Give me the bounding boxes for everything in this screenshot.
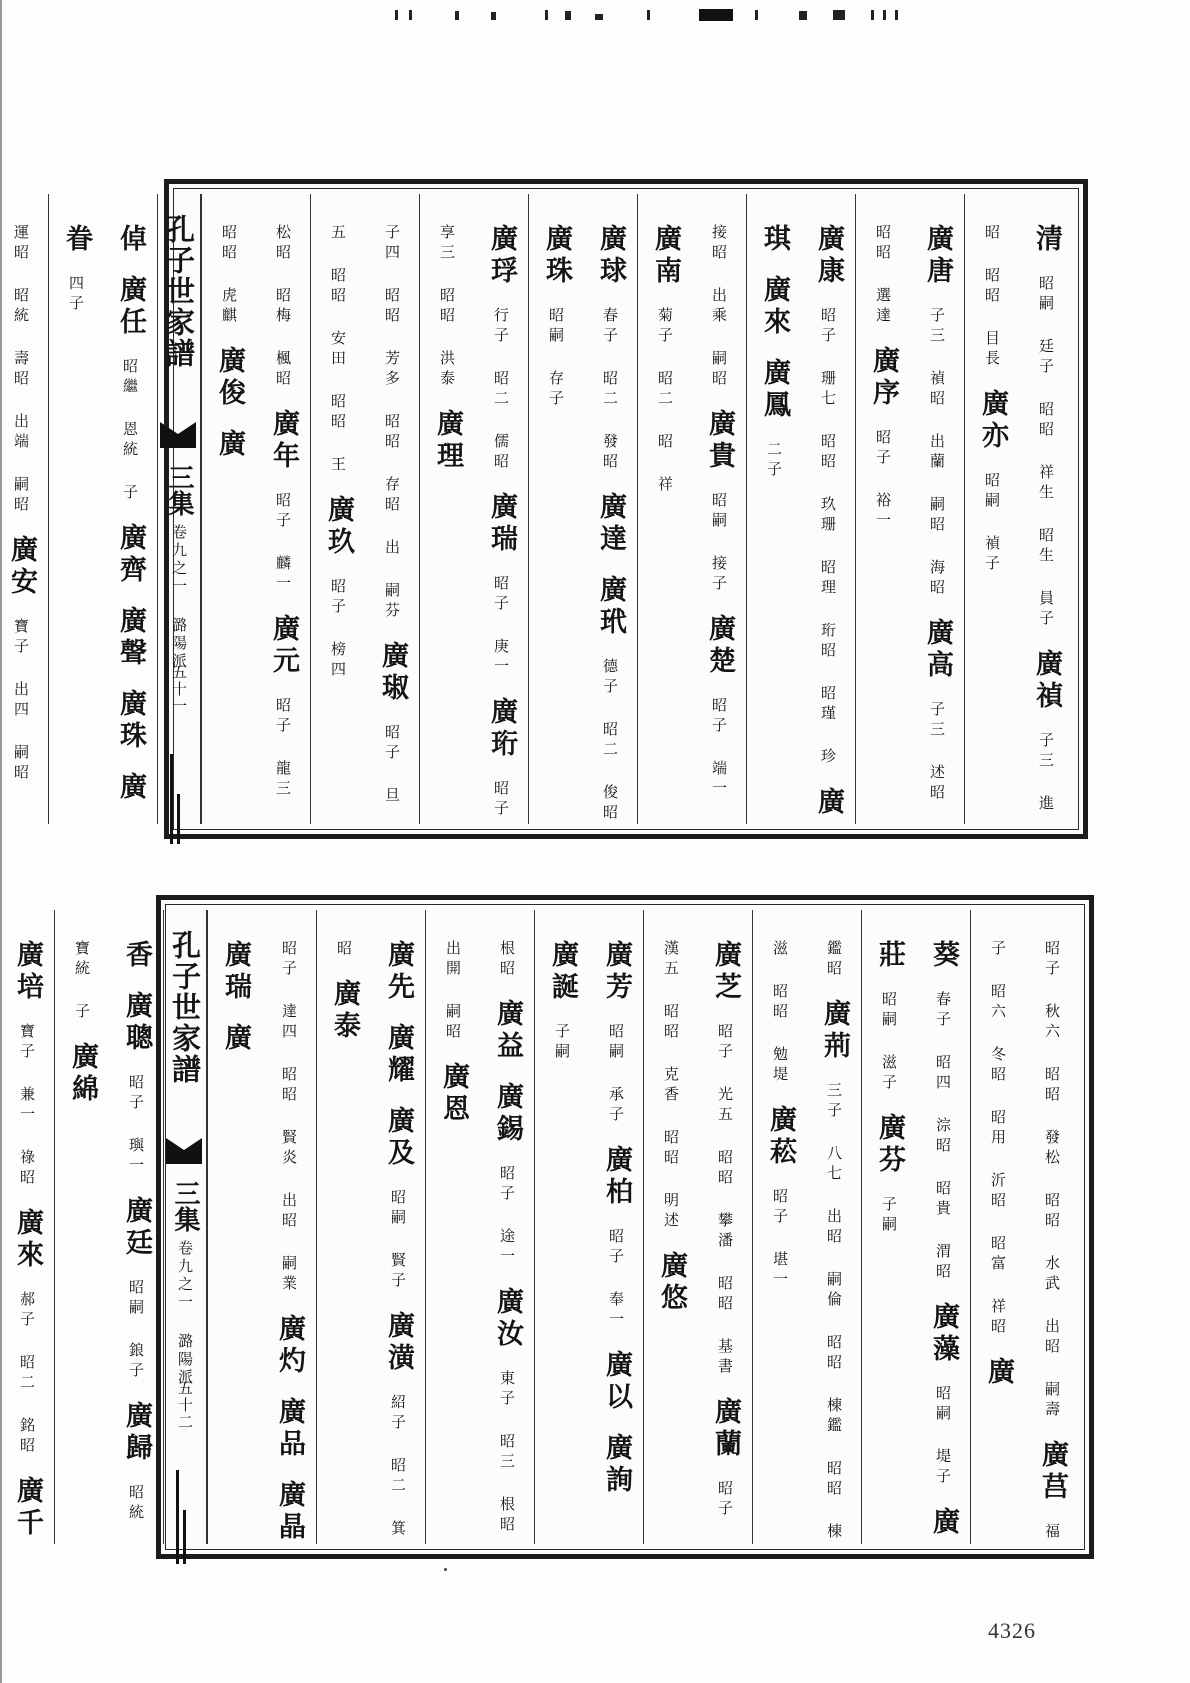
genealogy-page-51 (6, 179, 1088, 839)
annotation: 子嗣 (553, 1023, 571, 1063)
given-name: 廣南 (650, 224, 681, 288)
given-name: 廣聲 (115, 606, 146, 670)
annotation: 昭子 光五 昭昭 攀潘 昭昭 基書 (716, 1023, 734, 1378)
annotation: 郝子 昭二 銘昭 (18, 1291, 36, 1457)
given-name: 廣年 (268, 409, 299, 473)
given-name: 廣序 (868, 346, 899, 410)
annotation: 德子 昭二 俊昭 (601, 658, 619, 824)
fold-line (176, 1470, 179, 1564)
column-strip (12, 910, 1079, 1544)
annotation: 昭子 秋六 昭昭 發松 昭昭 水武 出昭 嗣壽 (1043, 940, 1061, 1421)
given-name: 廣歸 (121, 1401, 152, 1465)
given-name: 廣培 (12, 940, 43, 1004)
annotation: 昭子 端一 (710, 697, 728, 800)
annotation: 子三 禎昭 出蘭 嗣昭 海昭 (928, 307, 946, 599)
fold-line (170, 754, 173, 844)
given-name: 廣瑞 (220, 940, 251, 1004)
given-name: 廣以 (601, 1350, 632, 1414)
series-label: 三集 (170, 1180, 200, 1232)
given-name: 廣齊 (115, 523, 146, 587)
annotation: 子四 昭昭 芳多 昭昭 存昭 出 嗣芬 (383, 224, 401, 622)
given-name: 廣康 (813, 224, 844, 288)
fish-tail-icon (166, 1138, 202, 1164)
given-name: 廣及 (383, 1106, 414, 1170)
text-column (752, 910, 861, 1544)
given-name: 廣悠 (656, 1251, 687, 1315)
annotation: 昭嗣 鋃子 (127, 1279, 145, 1382)
given-name: 廣珠 (541, 224, 572, 288)
given-name: 廣菘 (765, 1105, 796, 1169)
annotation: 昭子 旦五 昭昭 安田 昭昭 王 (329, 224, 401, 807)
given-name: 廣珠 (115, 689, 146, 753)
given-name: 廣琈 (486, 224, 517, 288)
given-name: 廣汝 (492, 1287, 523, 1351)
center-header-column (163, 910, 207, 1544)
annotation: 紹子 昭二 箕昭 (335, 940, 407, 1540)
given-name: 廣蘭 (710, 1397, 741, 1461)
text-column (637, 194, 746, 824)
annotation: 昭子 享三 昭昭 洪泰 (438, 224, 510, 820)
given-name: 廣 (214, 429, 245, 461)
given-name: 廣瑞 (486, 492, 517, 556)
given-name: 廣藻 (928, 1302, 959, 1366)
given-name: 廣恩 (438, 1062, 469, 1126)
given-name: 廣禎 (1031, 649, 1062, 713)
given-name: 廣芝 (710, 940, 741, 1004)
given-name: 廣芬 (874, 1113, 905, 1177)
annotation: 東子 昭三 根昭 出開 嗣昭 (444, 940, 516, 1536)
given-name: 廣貴 (704, 409, 735, 473)
annotation: 寶子 出四 嗣昭 (12, 618, 30, 784)
annotation: 昭子 龍三 昭昭 虎麒 (220, 224, 292, 800)
given-name: 廣荊 (819, 999, 850, 1063)
given-name: 廣球 (595, 224, 626, 288)
center-header-column (157, 194, 201, 824)
text-column (746, 194, 855, 824)
cropped-header-strip (395, 8, 935, 22)
given-name: 廣千 (12, 1476, 43, 1540)
book-title: 孔子世家譜 (168, 930, 202, 1085)
annotation: 寶子 兼一 祿昭 (18, 1023, 36, 1189)
given-name: 廣安 (6, 535, 37, 599)
annotation: 昭子 裕一 (874, 429, 892, 532)
text-column (316, 910, 425, 1544)
given-name: 廣琡 (377, 641, 408, 705)
book-title: 孔子世家譜 (162, 214, 196, 369)
annotation: 運昭 昭統 壽昭 出端 嗣昭 (12, 224, 30, 516)
given-name: 葵 (928, 940, 959, 972)
text-column (54, 910, 163, 1544)
given-name: 廣高 (922, 618, 953, 682)
annotation: 昭子 途一 (498, 1165, 516, 1268)
annotation: 昭嗣 存子 (547, 307, 565, 410)
folio-number: 五十一 (170, 664, 188, 715)
folio-number: 五十二 (176, 1380, 194, 1431)
annotation: 三子 八七 出昭 嗣倫 昭昭 棟鑑 昭昭 棟滋 昭昭 勉堤 (771, 940, 843, 1543)
text-column (425, 910, 534, 1544)
speck (444, 1568, 447, 1571)
annotation: 松昭 昭梅 楓昭 (274, 224, 292, 390)
column-strip (6, 194, 1073, 824)
text-column (0, 910, 54, 1544)
annotation: 昭子 璵一 (127, 1074, 145, 1177)
text-column (855, 194, 964, 824)
given-name: 廣益 (492, 999, 523, 1063)
given-name: 廣來 (12, 1208, 43, 1272)
given-name: 廣眷 (61, 224, 146, 804)
given-name: 廣詢 (601, 1433, 632, 1497)
given-name: 廣莊 (874, 940, 959, 1539)
annotation: 昭嗣 接子 (710, 492, 728, 595)
annotation: 子三 進昭 昭昭 目長 (983, 224, 1055, 815)
annotation: 昭繼 恩統 子 (121, 358, 139, 504)
given-name: 廣 (220, 1023, 251, 1055)
annotation: 春子 昭四 淙昭 昭貴 渭昭 (934, 991, 952, 1283)
text-column (207, 910, 316, 1544)
annotation: 昭嗣 禎子 (983, 472, 1001, 575)
given-name: 廣芳 (601, 940, 632, 1004)
annotation: 菊子 昭二 昭 祥 (656, 307, 674, 496)
annotation: 昭子 麟一 (274, 492, 292, 595)
text-column (0, 194, 48, 824)
annotation: 昭嗣 賢子 (389, 1189, 407, 1292)
given-name: 廣唐 (922, 224, 953, 288)
given-name: 廣玖 (323, 495, 354, 559)
given-name: 廣潢 (383, 1311, 414, 1375)
annotation: 昭統 寶統 子 (73, 940, 145, 1524)
annotation: 昭嗣 滋子 (880, 991, 898, 1094)
text-column (534, 910, 643, 1544)
annotation: 子三 述昭 昭昭 選達 (874, 224, 946, 804)
fold-line (177, 794, 180, 844)
given-name: 廣來 (759, 275, 790, 339)
given-name: 廣誕 (547, 940, 578, 1004)
annotation: 春子 昭二 發昭 (601, 307, 619, 473)
given-name: 清 (1031, 224, 1062, 256)
text-column (528, 194, 637, 824)
annotation: 昭嗣 承子 (607, 1023, 625, 1126)
given-name: 廣琪 (759, 224, 844, 819)
given-name: 廣珩 (486, 697, 517, 761)
given-name: 廣玳 (595, 575, 626, 639)
annotation: 昭子 奉一 (607, 1228, 625, 1331)
given-name: 廣灼 (274, 1314, 305, 1378)
annotation: 昭子 珊七 昭昭 玖珊 昭理 珩昭 昭瑾 珍 (819, 307, 837, 768)
annotation: 四子 (67, 275, 85, 315)
text-column (861, 910, 970, 1544)
annotation: 福子 昭六 冬昭 昭用 沂昭 昭富 祥昭 (989, 940, 1061, 1543)
volume-label: 卷九之一 潞陽派 (170, 524, 188, 671)
annotation: 根昭 (498, 940, 516, 980)
given-name: 廣柏 (601, 1145, 632, 1209)
given-name: 廣錫 (492, 1082, 523, 1146)
given-name: 廣楚 (704, 614, 735, 678)
given-name: 廣廷 (121, 1196, 152, 1260)
text-column (310, 194, 419, 824)
annotation: 昭子 漢五 昭昭 克香 昭昭 明述 (662, 940, 734, 1520)
volume-label: 卷九之一 潞陽派 (176, 1240, 194, 1387)
given-name: 廣達 (595, 492, 626, 556)
text-column (48, 194, 157, 824)
fish-tail-icon (160, 422, 196, 448)
fold-line (183, 1510, 186, 1564)
given-name: 廣亦 (977, 389, 1008, 453)
given-name: 廣莒 (1037, 1440, 1068, 1504)
annotation: 二子 (765, 441, 783, 481)
given-name: 廣元 (268, 614, 299, 678)
given-name: 廣理 (432, 409, 463, 473)
text-column (970, 910, 1079, 1544)
given-name: 廣任 (115, 275, 146, 339)
series-label: 三集 (164, 464, 194, 516)
text-column (643, 910, 752, 1544)
annotation: 子嗣 (880, 1196, 898, 1236)
annotation: 昭子 庚一 (492, 575, 510, 678)
given-name: 廣聰 (121, 991, 152, 1055)
page-number: 4326 (988, 1618, 1036, 1643)
text-column (964, 194, 1073, 824)
annotation: 接昭 出乘 嗣昭 (710, 224, 728, 390)
text-column (419, 194, 528, 824)
given-name: 廣鳳 (759, 358, 790, 422)
annotation: 昭子 達四 昭昭 賢炎 出昭 嗣業 (280, 940, 298, 1295)
genealogy-page-52 (12, 895, 1094, 1559)
given-name: 廣耀 (383, 1023, 414, 1087)
annotation: 昭嗣 堤子 (934, 1385, 952, 1488)
given-name: 廣先 (383, 940, 414, 1004)
annotation: 昭子 榜四 (329, 578, 347, 681)
given-name: 廣品 (274, 1397, 305, 1461)
given-name: 廣俊 (214, 346, 245, 410)
annotation: 鑑昭 (825, 940, 843, 980)
given-name: 廣 (983, 1357, 1014, 1389)
given-name: 倬 (115, 224, 146, 256)
given-name: 廣泰 (329, 979, 360, 1043)
given-name: 廣晶 (274, 1480, 305, 1544)
text-column (201, 194, 310, 824)
given-name: 香 (121, 940, 152, 972)
annotation: 昭嗣 廷子 昭昭 祥生 昭生 員子 (1037, 275, 1055, 630)
annotation: 行子 昭二 儒昭 (492, 307, 510, 473)
annotation: 昭子 堪一 (771, 1188, 789, 1291)
given-name: 廣綿 (67, 1042, 98, 1106)
